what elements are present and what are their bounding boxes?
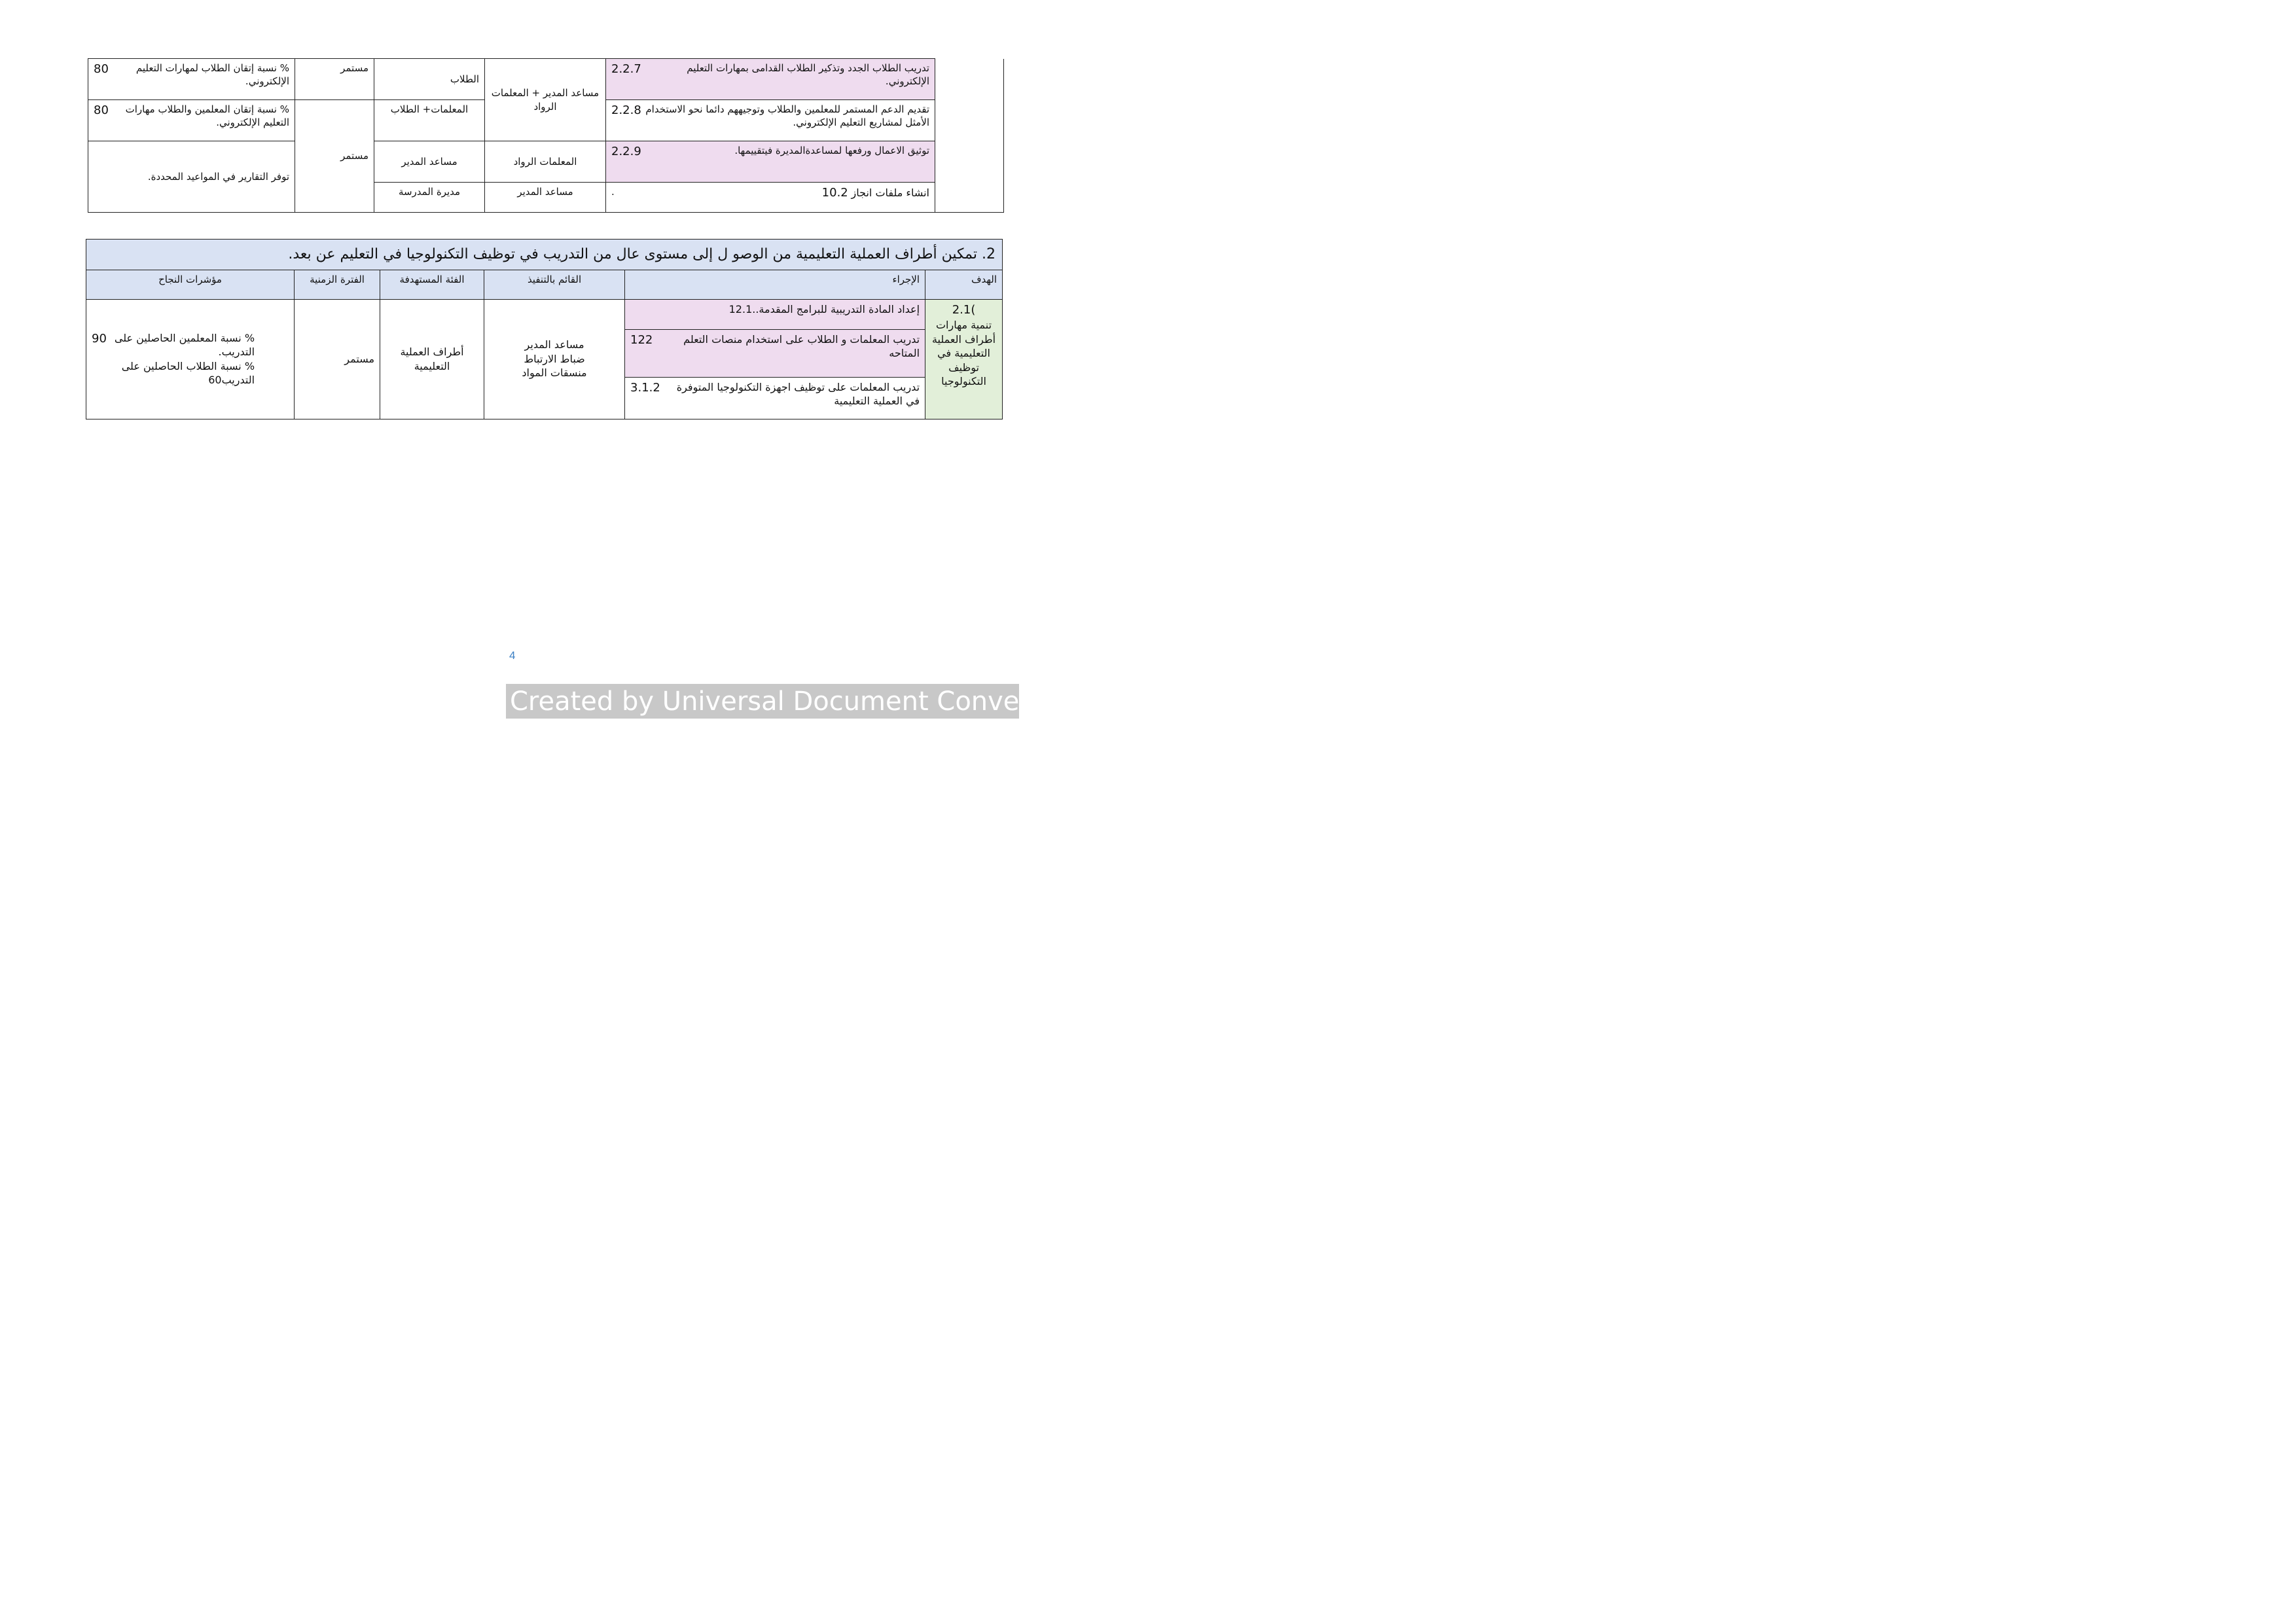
indicators-cell — [86, 299, 295, 419]
action-text: توثيق الاعمال ورفعها لمساعدةالمديرة فيتقييمها. — [734, 145, 929, 156]
period-cell — [295, 59, 374, 100]
target-text: مساعد المدير — [401, 155, 457, 168]
indicator-line — [92, 331, 255, 359]
target-cell — [374, 59, 485, 100]
indicator-text: % نسبة إتقان المعلمين والطلاب مهارات التعليم الإلكتروني. — [125, 103, 289, 129]
implementer-cell — [485, 183, 606, 213]
period-text: مستمر — [340, 150, 368, 162]
document-page — [0, 0, 1067, 726]
indicator-value: 60 — [208, 374, 222, 387]
indicator-value: 80 — [94, 62, 109, 76]
target-cell — [374, 141, 485, 183]
implementer-line: ضباط الارتباط — [524, 352, 585, 365]
implementer-cell — [485, 59, 606, 141]
action-number: 3.1.2 — [630, 380, 660, 395]
action-cell — [606, 100, 935, 141]
action-number: 2.2.8 — [611, 103, 641, 117]
goal-title-row — [86, 240, 1003, 270]
action-number: 10.2 — [821, 186, 848, 200]
action-text: انشاء ملفات انجاز — [851, 187, 929, 199]
action-text: تقديم الدعم المستمر للمعلمين والطلاب وتوجيههم دائما نحو الاستخدام الأمثل لمشاريع التعليم الإلكتروني. — [645, 103, 929, 129]
period-text: مستمر — [340, 62, 368, 74]
target-text: مديرة المدرسة — [398, 186, 461, 198]
implementer-text: المعلمات الرواد — [513, 155, 577, 168]
action-cell — [625, 377, 925, 419]
indicator-text: % نسبة الطلاب الحاصلين على التدريب — [121, 359, 255, 387]
target-cell — [374, 100, 485, 141]
watermark-text: Created by Universal Document Converter — [510, 687, 1067, 717]
target-cell — [380, 299, 484, 419]
header-action: الإجراء — [625, 270, 925, 299]
action-marker: . — [611, 186, 615, 198]
action-number: 122 — [630, 332, 653, 347]
implementer-line: منسقات المواد — [522, 366, 587, 380]
action-number: 2.2.7 — [611, 62, 641, 76]
goal-title-number: 2. — [982, 246, 996, 262]
action-text: تدريب المعلمات على توظيف اجهزة التكنولوجيا المتوفرة في العملية التعليمية — [676, 380, 920, 408]
header-row — [86, 270, 1003, 299]
target-cell — [374, 183, 485, 213]
action-text: إعداد المادة التدريبية للبرامج المقدمة..12.1 — [728, 302, 920, 315]
implementer-text: مساعد المدير + المعلمات الرواد — [491, 87, 600, 113]
goal-title: تمكين أطراف العملية التعليمية من الوصو ل إلى مستوى عال من التدريب في توظيف التكنولوجيا في التعليم عن بعد. — [288, 246, 978, 262]
table-row — [86, 299, 1003, 329]
indicator-line — [92, 359, 255, 387]
goal-title-cell — [86, 240, 1003, 270]
action-cell — [606, 59, 935, 100]
implementer-text: مساعد المدير — [517, 186, 573, 198]
converter-watermark — [506, 684, 1067, 719]
action-cell — [606, 141, 935, 183]
action-cell — [625, 299, 925, 329]
indicator-text: % نسبة إتقان الطلاب لمهارات التعليم الإلكتروني. — [135, 62, 289, 88]
indicator-text: % نسبة المعلمين الحاصلين على التدريب. — [114, 331, 255, 359]
goal-cell — [925, 299, 1003, 419]
period-cell — [295, 100, 374, 213]
action-number: 2.2.9 — [611, 145, 641, 158]
table-row — [88, 141, 1004, 183]
target-text: أطراف العملية التعليمية — [400, 346, 464, 372]
header-indicators: مؤشرات النجاح — [86, 270, 295, 299]
period-text: مستمر — [344, 352, 375, 365]
period-cell — [295, 299, 380, 419]
indicator-text: توفر التقارير في المواعيد المحددة. — [147, 170, 289, 183]
action-cell — [606, 183, 935, 213]
goal-cell-empty — [935, 59, 1004, 213]
action-text: تدريب الطلاب الجدد وتذكير الطلاب القدامى بمهارات التعليم الإلكتروني. — [687, 62, 929, 88]
goal-text: تنمية مهارات أطراف العملية التعليمية في توظيف التكنولوجيا — [931, 318, 996, 388]
implementer-cell — [485, 141, 606, 183]
action-cell — [625, 329, 925, 377]
goal-table — [86, 239, 1003, 419]
target-text: المعلمات+ الطلاب — [390, 103, 469, 115]
implementer-cell — [484, 299, 625, 419]
table-row — [88, 59, 1004, 100]
plan-table-continued — [88, 58, 1004, 213]
header-implementer: القائم بالتنفيذ — [484, 270, 625, 299]
header-period: الفترة الزمنية — [295, 270, 380, 299]
indicator-cell — [88, 100, 295, 141]
page-number: 4 — [509, 649, 516, 662]
implementer-line: مساعد المدير — [524, 338, 584, 351]
action-text: تدريب المعلمات و الطلاب على استخدام منصات التعلم المتاحه — [683, 332, 920, 360]
indicator-cell — [88, 141, 295, 213]
goal-number: 2.1( — [952, 302, 976, 317]
header-target: الفئة المستهدفة — [380, 270, 484, 299]
target-text: الطلاب — [450, 73, 479, 85]
indicator-cell — [88, 59, 295, 100]
indicator-value: 80 — [94, 103, 109, 117]
header-goal: الهدف — [925, 270, 1003, 299]
indicator-value: 90 — [92, 331, 107, 346]
